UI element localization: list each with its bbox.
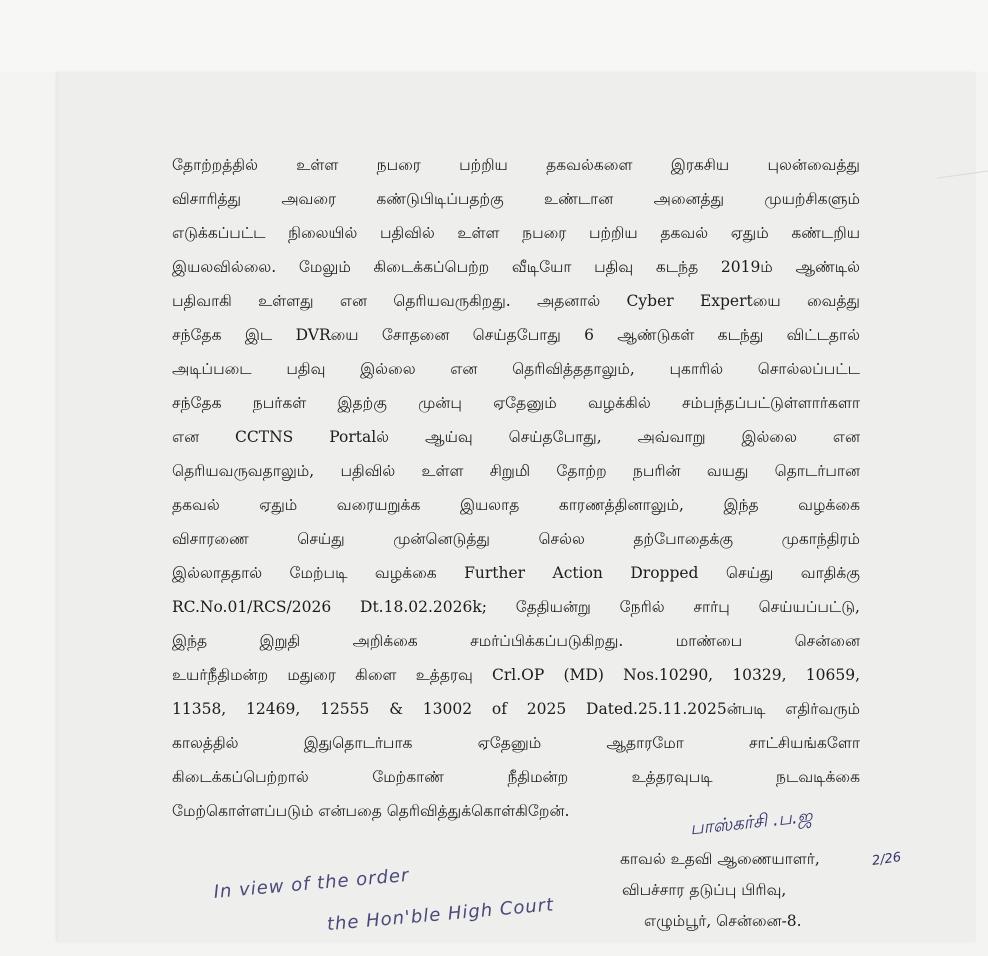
body-line: விசாரித்து அவரை கண்டுபிடிப்பதற்கு உண்டான அனைத்து முயற்சிகளும் — [172, 190, 860, 208]
handwritten-note-line-1: In view of the order — [212, 864, 411, 903]
signatory-location: எழும்பூர், சென்னை-8. — [644, 912, 802, 930]
body-line: விசாரணை செய்து முன்னெடுத்து செல்ல தற்போதைக்கு முகாந்திரம் — [172, 530, 860, 548]
body-line: தகவல் ஏதும் வரையறுக்க இயலாத காரணத்தினாலும், இந்த வழக்கை — [172, 496, 860, 514]
body-line: தோற்றத்தில் உள்ள நபரை பற்றிய தகவல்களை இரகசிய புலன்வைத்து — [172, 156, 860, 174]
body-line: என CCTNS Portalல் ஆய்வு செய்தபோது, அவ்வாறு இல்லை என — [172, 428, 860, 446]
body-line: உயர்நீதிமன்ற மதுரை கிளை உத்தரவு Crl.OP (MD) Nos.10290, 10329, 10659, — [172, 666, 860, 684]
body-line: சந்தேக நபர்கள் இதற்கு முன்பு ஏதேனும் வழக்கில் சம்பந்தப்பட்டுள்ளார்களா — [172, 394, 860, 412]
body-line: சந்தேக இட DVRயை சோதனை செய்தபோது 6 ஆண்டுகள் கடந்து விட்டதால் — [172, 326, 860, 344]
body-line: இல்லாததால் மேற்படி வழக்கை Further Action Dropped செய்து வாதிக்கு — [172, 564, 860, 582]
body-line: தெரியவருவதாலும், பதிவில் உள்ள சிறுமி தோற்ற நபரின் வயது தொடர்பான — [172, 462, 860, 480]
paper-fold-mark — [937, 167, 988, 199]
body-line: இந்த இறுதி அறிக்கை சமர்ப்பிக்கப்படுகிறது. மாண்பை சென்னை — [172, 632, 860, 650]
body-line: 11358, 12469, 12555 & 13002 of 2025 Dated.25.11.2025ன்படி எதிர்வரும் — [172, 700, 860, 718]
body-line: எடுக்கப்பட்ட நிலையில் பதிவில் உள்ள நபரை பற்றிய தகவல் ஏதும் கண்டறிய — [172, 224, 860, 242]
signature-scribble: பாஸ்கர்சி .ப.ஜ — [689, 805, 814, 840]
signatory-title: காவல் உதவி ஆணையாளர், — [620, 850, 820, 868]
body-line: கிடைக்கப்பெற்றால் மேற்காண் நீதிமன்ற உத்தரவுபடி நடவடிக்கை — [172, 768, 860, 786]
body-line: காலத்தில் இதுதொடர்பாக ஏதேனும் ஆதாரமோ சாட்சியங்களோ — [172, 734, 860, 752]
signatory-unit: விபச்சார தடுப்பு பிரிவு, — [622, 881, 787, 899]
body-line: பதிவாகி உள்ளது என தெரியவருகிறது. அதனால் Cyber Expertயை வைத்து — [172, 292, 860, 310]
document-body — [172, 148, 860, 828]
handwritten-note-line-2: the Hon'ble High Court — [326, 894, 556, 936]
body-line: இயலவில்லை. மேலும் கிடைக்கப்பெற்ற வீடியோ பதிவு கடந்த 2019ம் ஆண்டில் — [172, 258, 860, 276]
body-line: மேற்கொள்ளப்படும் என்பதை தெரிவித்துக்கொள்கிறேன். — [172, 802, 570, 820]
top-margin — [0, 0, 988, 72]
signature-block — [620, 844, 890, 937]
body-line: RC.No.01/RCS/2026 Dt.18.02.2026k; தேதியன்று நேரில் சார்பு செய்யப்பட்டு, — [172, 598, 860, 616]
signature-date: 2/26 — [871, 850, 903, 869]
body-line: அடிப்படை பதிவு இல்லை என தெரிவித்ததாலும், புகாரில் சொல்லப்பட்ட — [172, 360, 860, 378]
